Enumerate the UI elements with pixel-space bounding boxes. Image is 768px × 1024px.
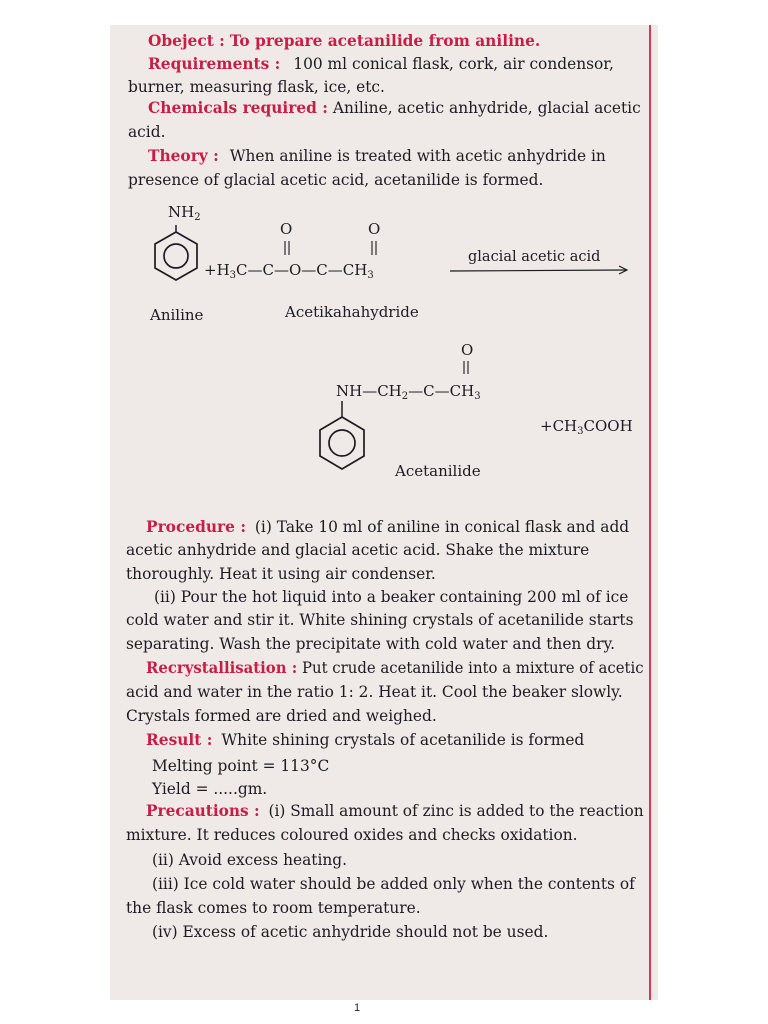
- procedure-text-5: cold water and stir it. White shining crystals of acetanilide starts: [126, 611, 634, 629]
- acetanilide-benzene-ring: [318, 401, 368, 481]
- precautions-text-4: (iii) Ice cold water should be added only when the contents of: [152, 875, 635, 893]
- procedure-line-1: [146, 518, 629, 536]
- byproduct-subscript: 3: [577, 426, 584, 437]
- recrystallisation-text-3: Crystals formed are dried and weighed.: [126, 707, 437, 725]
- acetic-anhydride-formula: [204, 261, 374, 281]
- precautions-heading: Precautions :: [146, 802, 260, 820]
- product-subscript: 2: [401, 391, 409, 402]
- precautions-text-5: the flask comes to room temperature.: [126, 899, 421, 917]
- procedure-text-3: thoroughly. Heat it using air condenser.: [126, 565, 436, 583]
- yield: Yield = .....gm.: [152, 780, 268, 798]
- oxygen-left: O: [280, 220, 293, 238]
- requirements-text-2: burner, measuring flask, ice, etc.: [128, 78, 385, 96]
- product-chain-a: NH—CH: [336, 382, 402, 400]
- chemicals-text-1: Aniline, acetic anhydride, glacial acetic: [332, 99, 641, 117]
- scanned-page: [110, 25, 658, 1000]
- chemicals-line-1: [148, 99, 641, 117]
- theory-text-2: presence of glacial acetic acid, acetanilide is formed.: [128, 171, 544, 189]
- ring-hexagon: [155, 232, 197, 280]
- recrystallisation-text-2: acid and water in the ratio 1: 2. Heat it. Cool the beaker slowly.: [126, 683, 623, 701]
- arrow-shaft: [450, 270, 626, 271]
- byproduct-body: COOH: [583, 417, 633, 435]
- ring-circle: [329, 430, 355, 456]
- precautions-text-2: mixture. It reduces coloured oxides and checks oxidation.: [126, 826, 578, 844]
- reaction-condition: glacial acetic acid: [468, 249, 601, 265]
- reaction-arrow: [450, 265, 632, 277]
- recrystallisation-heading: Recrystallisation :: [146, 659, 298, 677]
- procedure-text-4: (ii) Pour the hot liquid into a beaker containing 200 ml of ice: [154, 588, 629, 606]
- reagent-subscript: 3: [229, 270, 237, 281]
- theory-line-1: [148, 147, 606, 165]
- page-number: 1: [353, 1002, 361, 1014]
- theory-text-1: When aniline is treated with acetic anhydride in: [229, 147, 606, 165]
- requirements-text-1: 100 ml conical flask, cork, air condensor,: [293, 55, 614, 73]
- reagent-prefix: +H: [204, 261, 230, 279]
- ring-hexagon: [320, 417, 364, 469]
- nh2-text: NH: [168, 203, 195, 221]
- product-double-bond: [462, 359, 472, 379]
- anhydride-label: Acetikahahydride: [285, 303, 419, 321]
- precautions-line-1: [146, 802, 644, 820]
- result-text-1: White shining crystals of acetanilide is formed: [221, 731, 585, 749]
- acetanilide-label: Acetanilide: [395, 462, 481, 480]
- reagent-subscript: 3: [367, 270, 374, 281]
- nh2-subscript: 2: [194, 212, 201, 223]
- melting-point: Melting point = 113°C: [152, 757, 330, 775]
- product-oxygen: O: [461, 341, 474, 359]
- precautions-text-3: (ii) Avoid excess heating.: [152, 851, 348, 869]
- result-heading: Result :: [146, 731, 213, 749]
- acetanilide-formula: [336, 382, 481, 402]
- result-line-1: [146, 731, 584, 749]
- requirements-heading: Requirements :: [148, 55, 281, 73]
- object-heading: Obeject :: [148, 32, 225, 50]
- byproduct-prefix: +CH: [540, 417, 578, 435]
- aniline-label: Aniline: [150, 306, 204, 324]
- product-subscript: 3: [474, 391, 481, 402]
- object-text: To prepare acetanilide from aniline.: [229, 32, 541, 50]
- recrystallisation-line-1: [146, 659, 644, 677]
- precautions-text-6: (iv) Excess of acetic anhydride should not be used.: [152, 923, 549, 941]
- chemicals-text-2: acid.: [128, 123, 166, 141]
- object-line: [148, 32, 540, 50]
- oxygen-right: O: [368, 220, 381, 238]
- byproduct-formula: [540, 417, 633, 437]
- procedure-heading: Procedure :: [146, 518, 247, 536]
- procedure-text-6: separating. Wash the precipitate with cold water and then dry.: [126, 635, 615, 653]
- ring-circle: [164, 244, 188, 268]
- requirements-line-1: [148, 55, 614, 73]
- carbonyl-double-bonds: [282, 239, 382, 259]
- theory-heading: Theory :: [148, 147, 219, 165]
- chemicals-heading: Chemicals required :: [148, 99, 328, 117]
- precautions-text-1: (i) Small amount of zinc is added to the reaction: [268, 802, 644, 820]
- nh2-group: [168, 203, 201, 223]
- product-chain-b: —C—CH: [408, 382, 475, 400]
- procedure-text-2: acetic anhydride and glacial acetic acid. Shake the mixture: [126, 541, 590, 559]
- aniline-benzene-ring: [154, 225, 214, 291]
- reagent-body: C—C—O—C—CH: [236, 261, 368, 279]
- recrystallisation-text-1: Put crude acetanilide into a mixture of acetic: [301, 659, 644, 677]
- margin-line: [649, 25, 651, 1000]
- procedure-text-1: (i) Take 10 ml of aniline in conical flask and add: [254, 518, 630, 536]
